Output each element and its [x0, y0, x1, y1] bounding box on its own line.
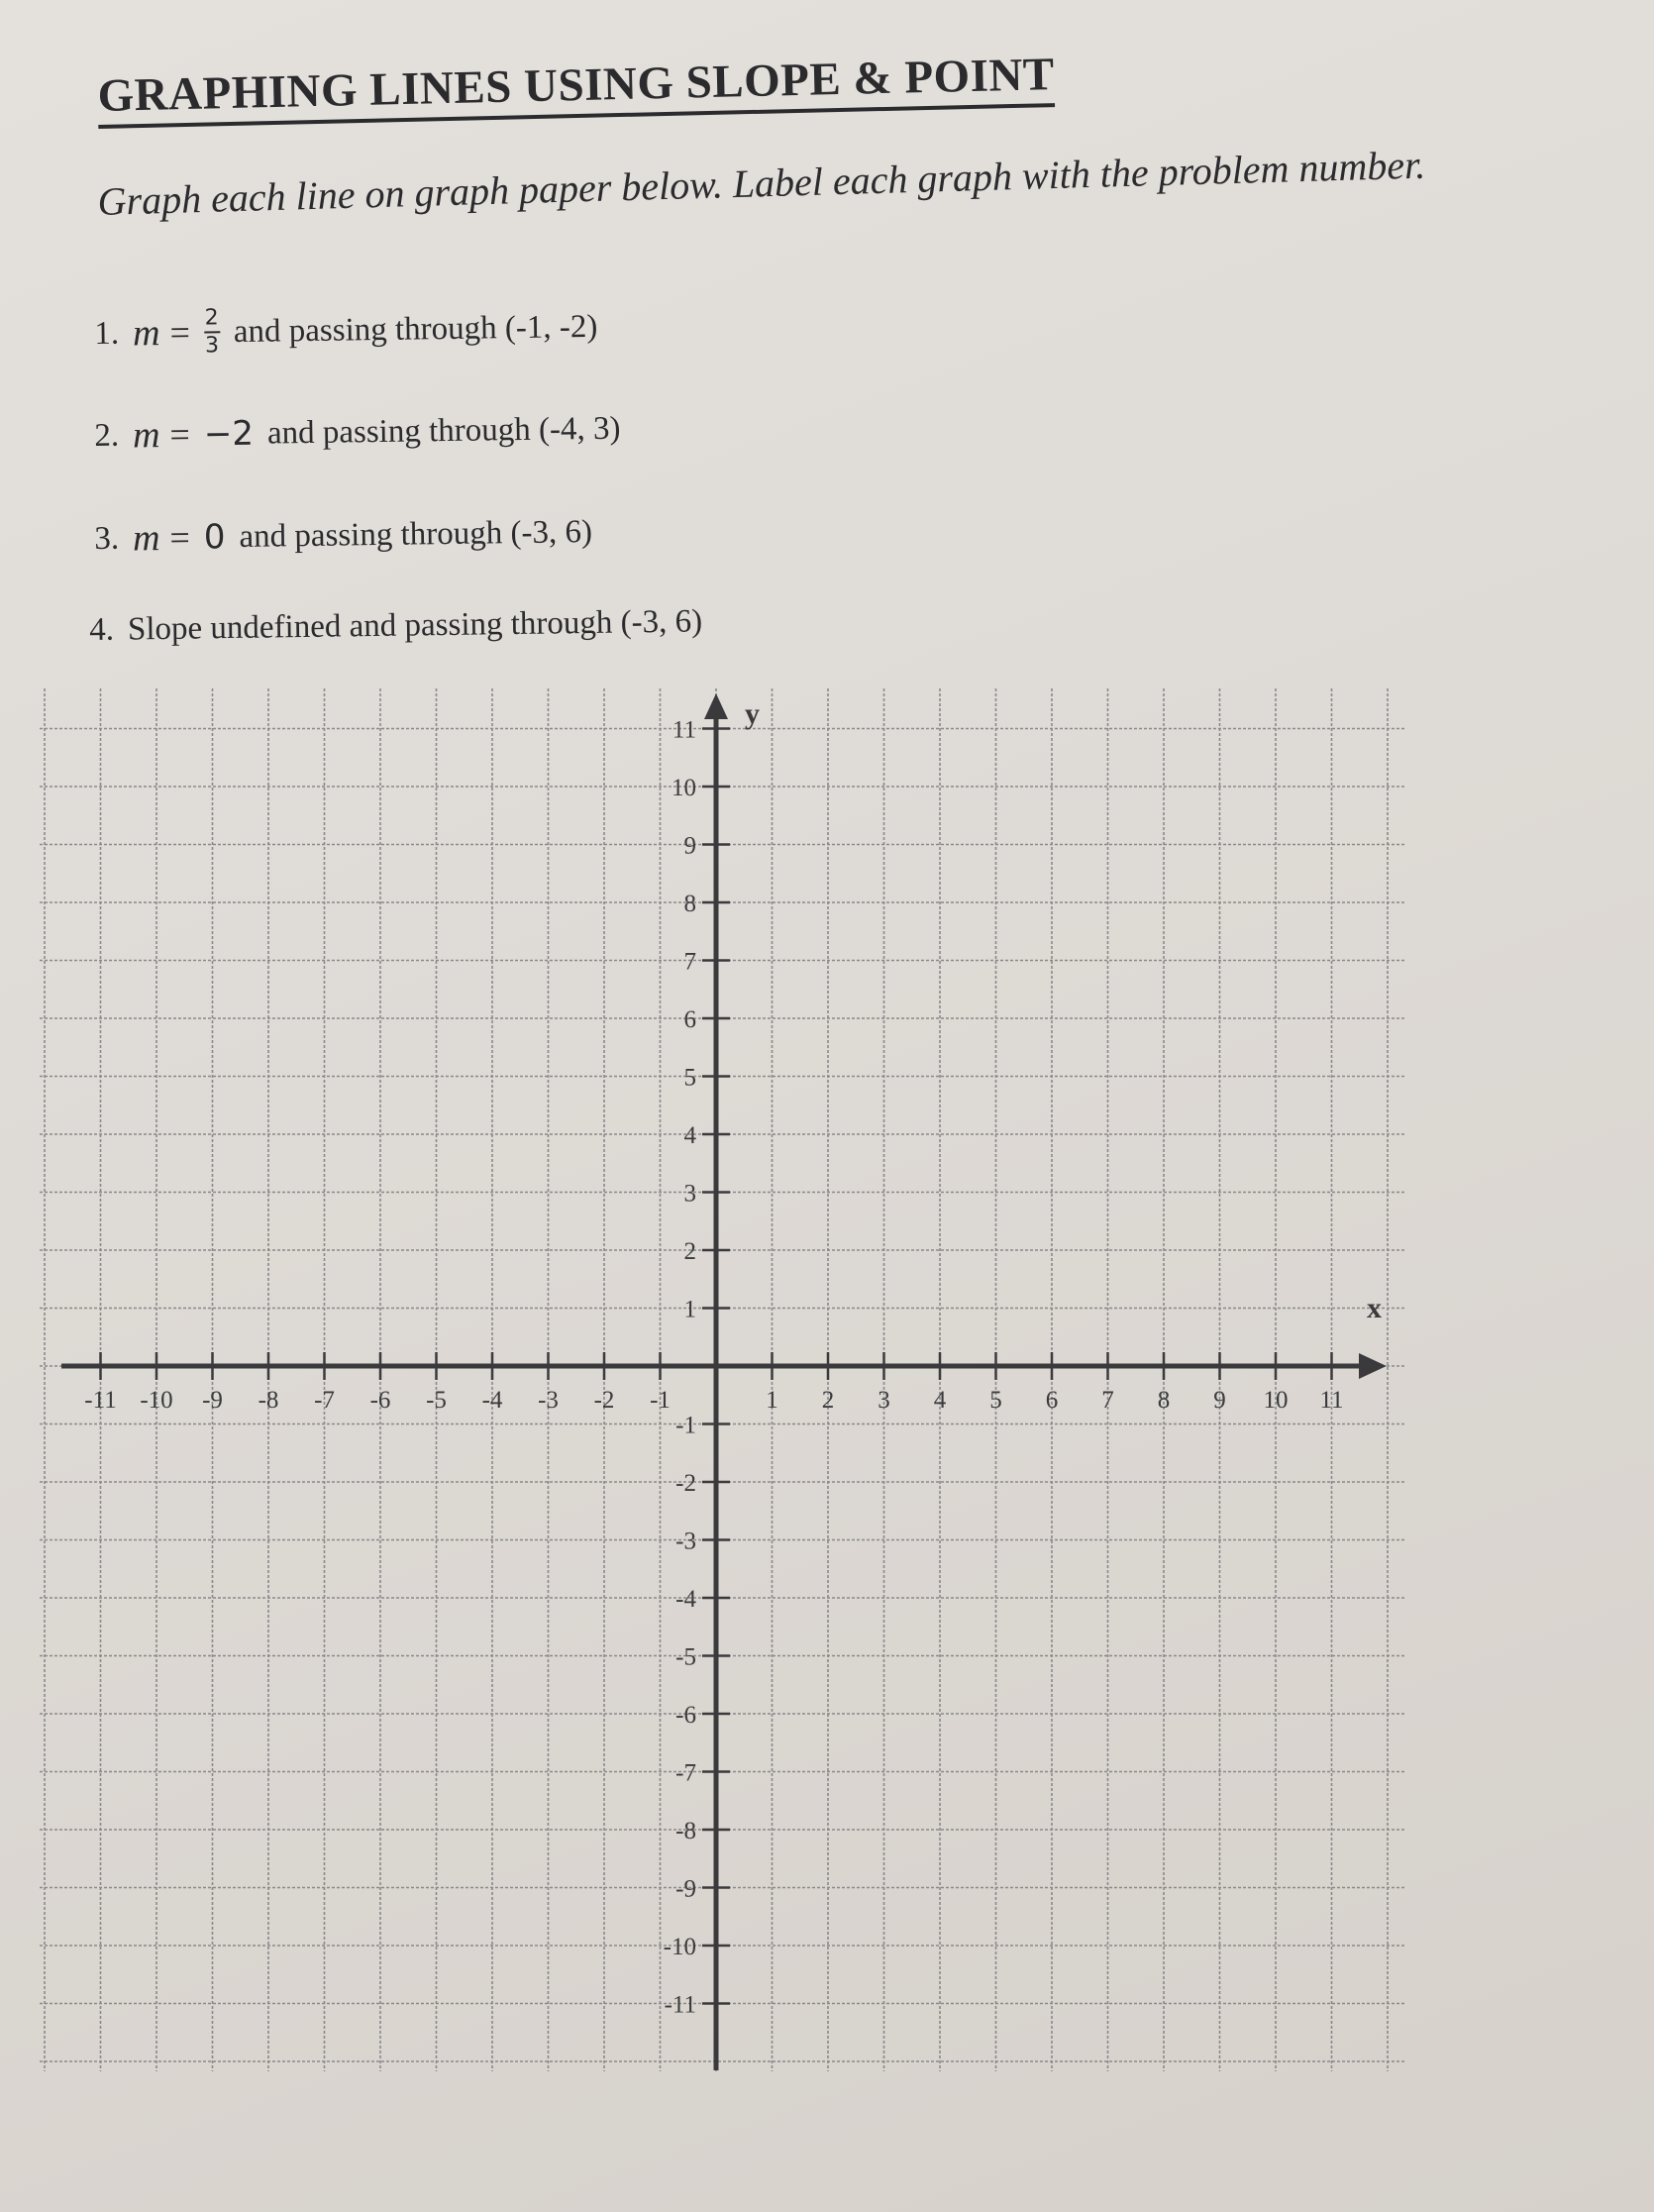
y-tick-label: -11 [664, 1991, 696, 2019]
x-axis-arrow-icon [1359, 1353, 1387, 1379]
slope-variable: m [132, 312, 160, 355]
x-tick-label: 4 [933, 1387, 947, 1414]
y-tick-label: -5 [675, 1643, 696, 1671]
problem-text: and passing through (-3, 6) [239, 513, 593, 555]
grid-lines [40, 688, 1406, 2071]
x-tick-label: 3 [878, 1387, 890, 1414]
x-tick-label: 11 [1319, 1387, 1344, 1414]
problem-number: 4. [89, 611, 115, 648]
x-tick-label: -4 [481, 1387, 503, 1414]
y-tick-label: 9 [683, 832, 696, 860]
y-axis-arrow-icon [704, 693, 728, 719]
x-tick-label: 7 [1101, 1387, 1114, 1414]
x-tick-label: -1 [650, 1387, 671, 1414]
y-tick-label: 4 [683, 1122, 696, 1149]
y-tick-label: 5 [683, 1064, 696, 1092]
y-tick-label: 11 [672, 716, 696, 744]
x-tick-label: -11 [84, 1387, 117, 1414]
y-tick-label: 10 [672, 775, 696, 801]
slope-variable: m [132, 414, 160, 457]
axes [61, 693, 1387, 2070]
y-tick-label: 6 [683, 1006, 696, 1033]
x-tick-label: -7 [314, 1387, 335, 1414]
instructions: Graph each line on graph paper below. Label each graph with the problem number. [97, 142, 1426, 224]
y-tick-label: -7 [675, 1759, 696, 1787]
y-tick-label: -10 [663, 1934, 696, 1960]
x-tick-label: -8 [258, 1387, 279, 1414]
y-tick-label: 8 [683, 891, 696, 917]
slope-numerator: 2 [204, 305, 219, 331]
y-tick-label: -8 [675, 1818, 696, 1844]
y-tick-label: -6 [675, 1702, 696, 1729]
x-tick-label: 9 [1213, 1387, 1226, 1414]
slope-value: 0 [203, 517, 226, 558]
equals-sign: = [169, 414, 191, 455]
equals-sign: = [169, 517, 191, 558]
slope-value: −2 [203, 413, 255, 455]
x-tick-label: -3 [538, 1387, 559, 1414]
worksheet-title: GRAPHING LINES USING SLOPE & POINT [97, 48, 1055, 129]
y-tick-label: -1 [675, 1412, 696, 1439]
y-tick-label: -2 [675, 1470, 696, 1497]
y-tick-label: 2 [683, 1238, 696, 1265]
y-axis-label: y [745, 697, 760, 730]
y-tick-label: -4 [675, 1586, 696, 1613]
problem-text: and passing through (-4, 3) [266, 410, 621, 452]
x-tick-label: 6 [1045, 1387, 1059, 1414]
x-tick-label: 5 [989, 1387, 1002, 1414]
slope-denominator: 3 [204, 333, 220, 359]
x-tick-label: -10 [140, 1387, 173, 1414]
problem-text: and passing through (-1, -2) [233, 308, 598, 350]
x-axis-label: x [1367, 1292, 1382, 1324]
x-tick-label: -5 [426, 1387, 447, 1414]
x-tick-label: -9 [202, 1387, 223, 1414]
problem-number: 3. [94, 520, 120, 557]
problem-number: 1. [94, 315, 120, 352]
x-tick-label: 10 [1263, 1387, 1289, 1414]
x-tick-label: -6 [369, 1387, 391, 1414]
y-tick-label: 3 [683, 1180, 696, 1208]
problem-number: 2. [94, 417, 120, 454]
x-tick-label: 2 [821, 1387, 835, 1414]
slope-variable: m [132, 517, 160, 560]
y-tick-label: -9 [675, 1875, 696, 1903]
x-tick-label: -2 [593, 1387, 615, 1414]
y-tick-label: 1 [683, 1296, 696, 1323]
x-tick-label: 1 [766, 1387, 778, 1414]
equals-sign: = [169, 312, 191, 353]
x-tick-label: 8 [1157, 1387, 1171, 1414]
problem-text: Slope undefined and passing through (-3, 6) [127, 603, 703, 648]
y-tick-label: 7 [683, 948, 696, 976]
y-tick-label: -3 [675, 1527, 696, 1555]
